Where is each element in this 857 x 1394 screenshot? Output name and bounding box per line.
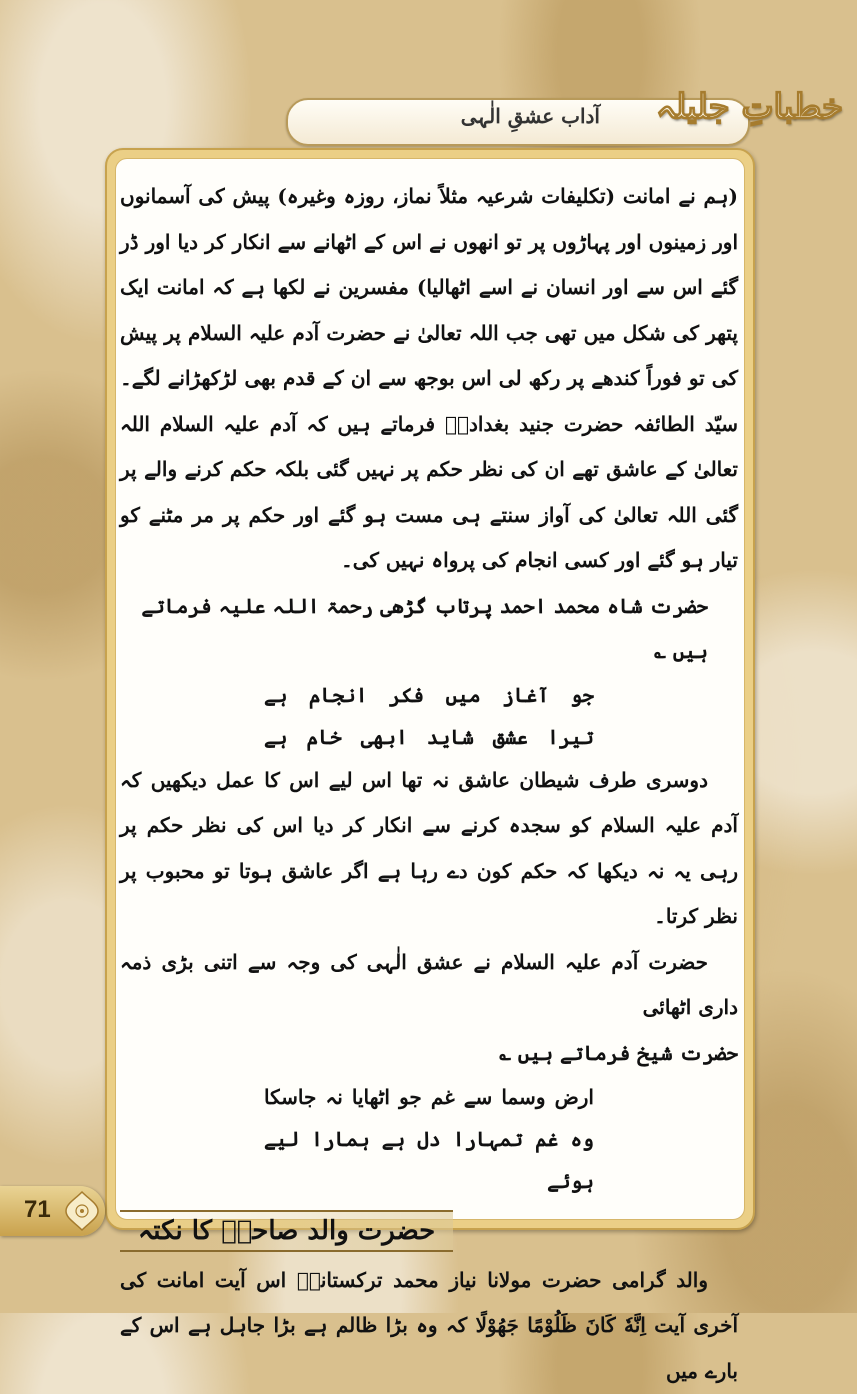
paragraph-1: (ہم نے امانت (تکلیفات شرعیہ مثلاً نماز، روزہ وغیرہ) پیش کی آسمانوں اور زمینوں اور پہاڑوں پر تو انھوں نے اس کے اٹھانے سے انکار کر دیا اور ڈر گئے اس سے اور انسان نے اسے اٹھالیا) مفسرین نے لکھا ہے کہ امانت ایک پتھر کی شکل میں تھی جب اللہ تعالیٰ نے حضرت آدم علیہ السلام پر پیش کی تو فوراً کندھے پر رکھ لی اس بوجھ سے ان کے قدم بھی لڑکھڑانے لگے۔ سیّد الطائفہ حضرت جنید بغدادیؒ فرماتے ہیں کہ آدم علیہ السلام اللہ تعالیٰ کے عاشق تھے ان کی نظر حکم پر نہیں گئی بلکہ حکم کرنے والے پر گئی اللہ تعالیٰ کی آواز سنتے ہی مست ہو گئے اور حکم پر مر مٹنے کو تیار ہو گئے اور کسی انجام کی پرواہ نہیں کی۔ (120, 174, 738, 584)
verse-2-line-2: وہ غم تمہارا دل ہے ہمارا لیے ہوئے (264, 1118, 594, 1202)
verse-1-line-2: تیرا عشق شاید ابھی خام ہے (264, 716, 594, 758)
paragraph-3: حضرت آدم علیہ السلام نے عشق الٰہی کی وجہ سے اتنی بڑی ذمہ داری اٹھائی (120, 940, 738, 1031)
chapter-title: آداب عشقِ الٰہی (300, 104, 600, 128)
poem-intro-1: حضرت شاہ محمد احمد پرتاب گڑھی رحمۃ اللہ علیہ فرماتے ہیں ؎ (120, 584, 738, 674)
page-number: 71 (24, 1196, 51, 1224)
book-title: خطباتِ جلیلہ (656, 86, 843, 127)
page-text (120, 174, 738, 1394)
verse-2-line-1: ارض وسما سے غم جو اٹھایا نہ جاسکا (264, 1076, 594, 1118)
section-heading-box (120, 1210, 738, 1252)
verse-1-line-1: جو آغاز میں فکر انجام ہے (264, 674, 594, 716)
paragraph-2: دوسری طرف شیطان عاشق نہ تھا اس لیے اس کا عمل دیکھیں کہ آدم علیہ السلام کو سجدہ کرنے سے انکار کر دیا اس کی نظر حکم پر رہی یہ نہ دیکھا کہ حکم کون دے رہا ہے اگر عاشق ہوتا تو محبوب پر نظر کرتا۔ (120, 758, 738, 940)
floral-ornament-icon (64, 1190, 100, 1232)
section-heading: حضرت والد صاحبؒ کا نکتہ (120, 1210, 453, 1252)
poem-intro-2: حضرت شیخ فرماتے ہیں ؎ (120, 1031, 738, 1076)
paragraph-4: والد گرامی حضرت مولانا نیاز محمد ترکستانیؒ اس آیت امانت کی آخری آیت اِنَّهٗ كَانَ ظَلُوْمًا جَهُوْلًا کہ وہ بڑا ظالم ہے بڑا جاہل ہے اس کے بارے میں (120, 1258, 738, 1394)
